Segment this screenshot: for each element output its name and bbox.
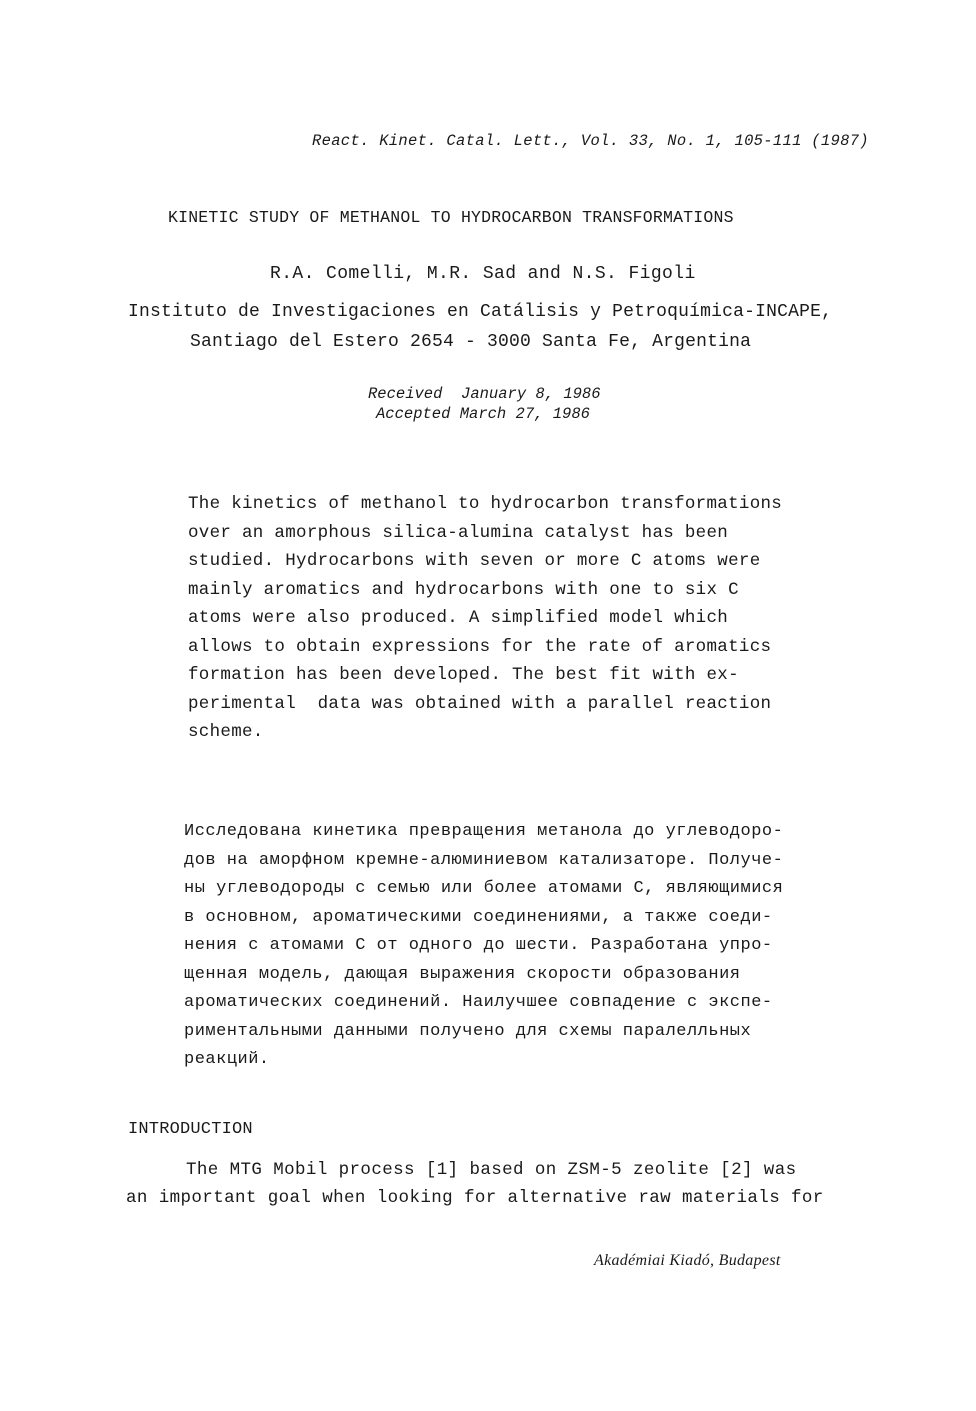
abstract-line: The kinetics of methanol to hydrocarbon transformations — [188, 494, 783, 514]
abstract-line: perimental data was obtained with a parallel reaction — [188, 693, 772, 714]
abstract-line: studied. Hydrocarbons with seven or more C atoms were — [188, 551, 761, 571]
abstract-line: atoms were also produced. A simplified model which — [188, 608, 729, 628]
abstract-line: щенная модель, дающая выражения скорости образования — [184, 964, 741, 984]
abstract-line: over an amorphous silica-alumina catalyst has been — [188, 522, 729, 543]
affiliation-line-2: Santiago del Estero 2654 - 3000 Santa Fe, Argentina — [190, 332, 752, 352]
abstract-line: ароматических соединений. Наилучшее совпадение с экспе- — [184, 993, 773, 1012]
body-text-line: an important goal when looking for alternative raw materials for — [126, 1188, 824, 1208]
publisher-imprint: Akadémiai Kiadó, Budapest — [594, 1252, 781, 1269]
abstract-line: в основном, ароматическими соединениями, а также соеди- — [184, 907, 773, 927]
abstract-line: нения с атомами С от одного до шести. Разработана упро- — [184, 936, 773, 955]
body-text-line: The MTG Mobil process [1] based on ZSM-5 zeolite [2] was — [186, 1160, 797, 1180]
received-date: Received January 8, 1986 — [368, 385, 601, 403]
abstract-english — [188, 490, 828, 747]
author-list: R.A. Comelli, M.R. Sad and N.S. Figoli — [270, 264, 696, 284]
abstract-line: allows to obtain expressions for the rate of aromatics — [188, 636, 772, 657]
abstract-line: реакций. — [184, 1050, 270, 1069]
abstract-line: риментальными данными получено для схемы паралелльных — [184, 1021, 752, 1041]
abstract-line: scheme. — [188, 722, 264, 742]
affiliation-line-1: Instituto de Investigaciones en Catálisis y Petroquímica-INCAPE, — [128, 302, 833, 322]
journal-citation: React. Kinet. Catal. Lett., Vol. 33, No. 1, 105-111 (1987) — [312, 132, 869, 150]
abstract-line: Исследована кинетика превращения метанола до углеводоро- — [184, 822, 784, 841]
abstract-line: ны углеводороды с семью или более атомами С, являющимися — [184, 879, 784, 898]
section-heading-introduction: INTRODUCTION — [128, 1120, 253, 1139]
abstract-line: дов на аморфном кремне-алюминиевом катализаторе. Получе- — [184, 850, 784, 870]
article-title: KINETIC STUDY OF METHANOL TO HYDROCARBON TRANSFORMATIONS — [168, 208, 734, 227]
abstract-line: formation has been developed. The best fit with ex- — [188, 665, 739, 685]
abstract-line: mainly aromatics and hydrocarbons with one to six C — [188, 579, 739, 600]
accepted-date: Accepted March 27, 1986 — [376, 405, 590, 423]
abstract-russian — [184, 818, 844, 1075]
